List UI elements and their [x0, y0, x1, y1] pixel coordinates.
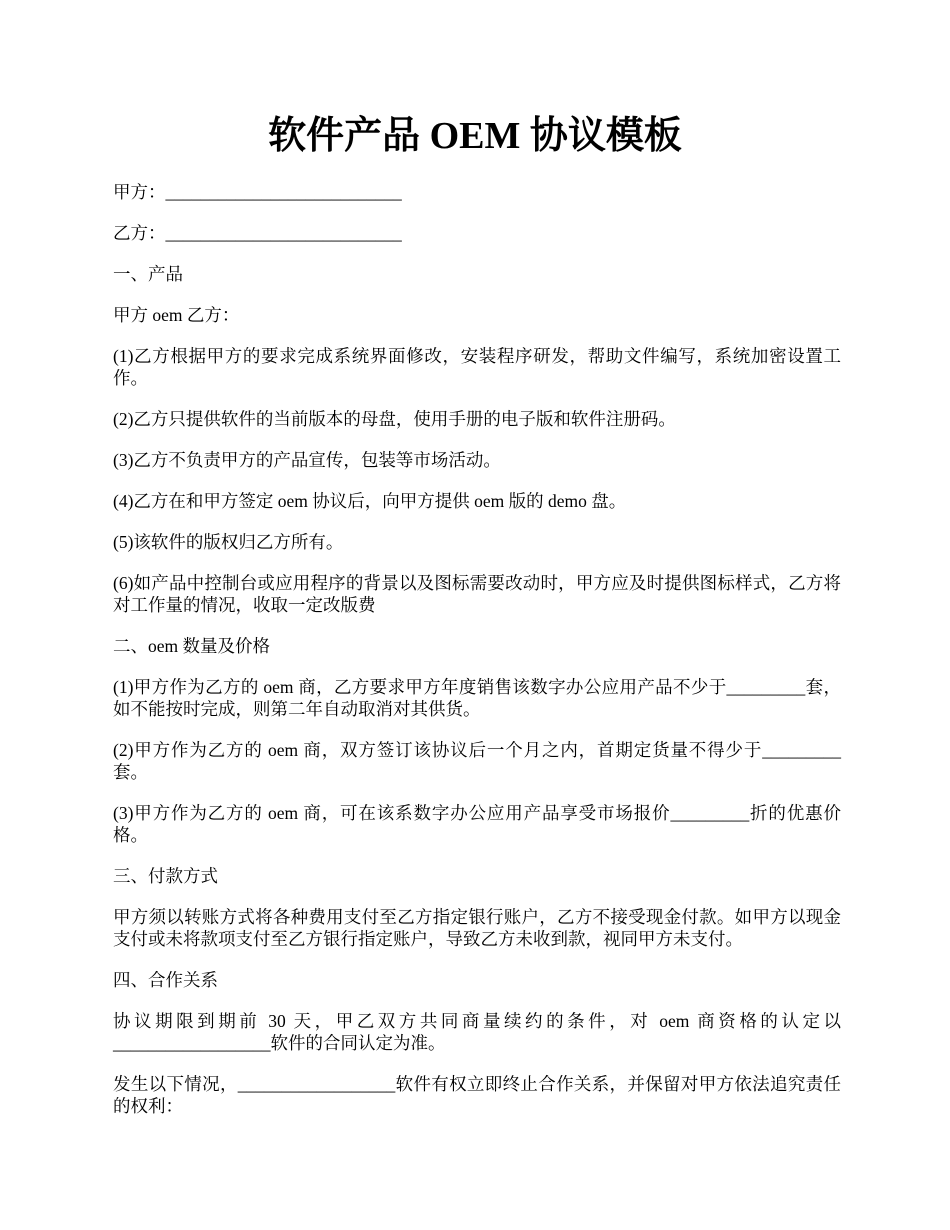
product-clause-4: (4)乙方在和甲方签定 oem 协议后，向甲方提供 oem 版的 demo 盘。: [113, 491, 627, 511]
product-clause-6: (6)如产品中控制台或应用程序的背景以及图标需要改动时，甲方应及时提供图标样式，乙方将对工作量的情况，收取一定改版费: [113, 573, 841, 615]
section-heading-cooperation: 四、合作关系: [113, 970, 218, 990]
quantity-clause-1: (1)甲方作为乙方的 oem 商，乙方要求甲方年度销售该数字办公应用产品不少于_________套，如不能按时完成，则第二年自动取消对其供货。: [113, 677, 841, 719]
product-clause-3: (3)乙方不负责甲方的产品宣传，包装等市场活动。: [113, 450, 501, 470]
product-clause-2: (2)乙方只提供软件的当前版本的母盘，使用手册的电子版和软件注册码。: [113, 409, 676, 429]
cooperation-clause-1: 协议期限到期前 30 天，甲乙双方共同商量续约的条件，对 oem 商资格的认定以__________________软件的合同认定为准。: [113, 1011, 841, 1053]
product-clause-5: (5)该软件的版权归乙方所有。: [113, 532, 344, 552]
section-heading-quantity-price: 二、oem 数量及价格: [113, 636, 271, 656]
party-b-line: 乙方：___________________________: [113, 223, 402, 243]
payment-clause: 甲方须以转账方式将各种费用支付至乙方指定银行账户，乙方不接受现金付款。如甲方以现金支付或未将款项支付至乙方银行指定账户，导致乙方未收到款，视同甲方未支付。: [113, 907, 841, 949]
quantity-clause-2: (2)甲方作为乙方的 oem 商，双方签订该协议后一个月之内，首期定货量不得少于_________套。: [113, 740, 841, 782]
section-heading-product: 一、产品: [113, 264, 183, 284]
section-heading-payment: 三、付款方式: [113, 866, 218, 886]
quantity-clause-3: (3)甲方作为乙方的 oem 商，可在该系数字办公应用产品享受市场报价_________折的优惠价格。: [113, 803, 841, 845]
product-clause-1: (1)乙方根据甲方的要求完成系统界面修改，安装程序研发，帮助文件编写，系统加密设置工作。: [113, 346, 841, 388]
document-body: [113, 181, 841, 1136]
party-a-line: 甲方：___________________________: [113, 182, 402, 202]
cooperation-clause-2: 发生以下情况，__________________软件有权立即终止合作关系，并保留对甲方依法追究责任的权利：: [113, 1074, 841, 1116]
product-intro: 甲方 oem 乙方：: [113, 305, 240, 325]
document-title: 软件产品 OEM 协议模板: [268, 115, 682, 157]
